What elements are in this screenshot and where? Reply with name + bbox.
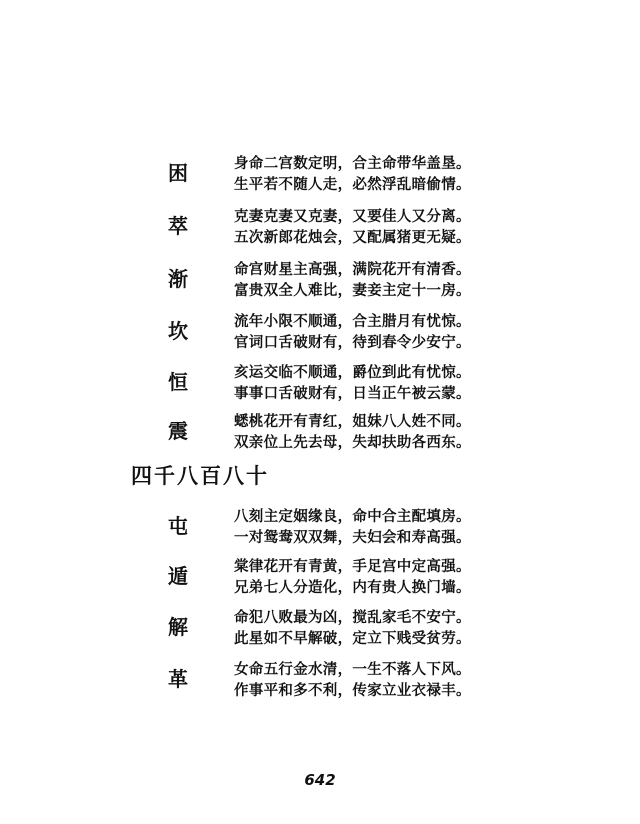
hexagram-label: 萃 [168, 214, 188, 238]
verse [234, 556, 634, 598]
verse-line: 作事平和多不利，传家立业衣禄丰。 [234, 682, 471, 699]
verse-line: 克妻克妻又克妻，又要佳人又分离。 [234, 208, 471, 225]
verse [234, 206, 634, 248]
verse-line: 棠律花开有青黄，手足宫中定高强。 [234, 558, 471, 575]
verse-line: 五次新郎花烛会，又配属猪更无疑。 [234, 229, 471, 246]
verse-line: 事事口舌破财有，日当正午被云蒙。 [234, 385, 471, 402]
entry-dun [0, 556, 640, 602]
entry-zhen [0, 411, 640, 457]
verse-line: 蟋桃花开有青红，姐妹八人姓不同。 [234, 413, 471, 430]
entry-jie [0, 607, 640, 653]
verse [234, 153, 634, 195]
verse-line: 生平若不随人走，必然浮乱暗偷情。 [234, 176, 471, 193]
entry-ge [0, 659, 640, 705]
verse-line: 流年小限不顺通，合主腊月有忧惊。 [234, 313, 471, 330]
entry-zhun [0, 506, 640, 552]
verse-line: 双亲位上先去母，失却扶助各西东。 [234, 434, 471, 451]
entry-jian [0, 259, 640, 305]
verse [234, 362, 634, 404]
verse [234, 259, 634, 301]
hexagram-label: 震 [168, 419, 188, 443]
verse-line: 身命二宫数定明，合主命带华盖垦。 [234, 155, 471, 172]
verse-line: 一对鸳鸯双双舞，夫妇会和寿高强。 [234, 529, 471, 546]
verse-line: 兄弟七人分造化，内有贵人换门墙。 [234, 579, 471, 596]
hexagram-label: 革 [168, 667, 188, 691]
verse [234, 607, 634, 649]
entry-kan [0, 311, 640, 357]
verse [234, 311, 634, 353]
hexagram-label: 遁 [168, 564, 188, 588]
verse-line: 女命五行金水清，一生不落人下风。 [234, 661, 471, 678]
verse-line: 富贵双全人难比，妻妾主定十一房。 [234, 282, 471, 299]
verse-line: 亥运交临不顺通，爵位到此有忧惊。 [234, 364, 471, 381]
verse [234, 411, 634, 453]
hexagram-label: 屯 [168, 514, 188, 538]
entry-heng [0, 362, 640, 408]
verse-line: 官词口舌破财有，待到春令少安宁。 [234, 334, 471, 351]
hexagram-label: 困 [168, 161, 188, 185]
section-title: 四千八百八十 [131, 463, 269, 488]
verse-line: 八刻主定姻缘良，命中合主配填房。 [234, 508, 471, 525]
entry-kun [0, 153, 640, 199]
verse [234, 506, 634, 548]
verse [234, 659, 634, 701]
verse-line: 此星如不早解破，定立下贱受贫劳。 [234, 630, 471, 647]
verse-line: 命宫财星主高强，满院花开有清香。 [234, 261, 471, 278]
hexagram-label: 恒 [168, 370, 188, 394]
hexagram-label: 坎 [168, 319, 188, 343]
entry-cui [0, 206, 640, 252]
hexagram-label: 解 [168, 615, 188, 639]
hexagram-label: 渐 [168, 267, 188, 291]
page-number: 642 [304, 771, 336, 789]
verse-line: 命犯八败最为凶，搅乱家毛不安宁。 [234, 609, 471, 626]
